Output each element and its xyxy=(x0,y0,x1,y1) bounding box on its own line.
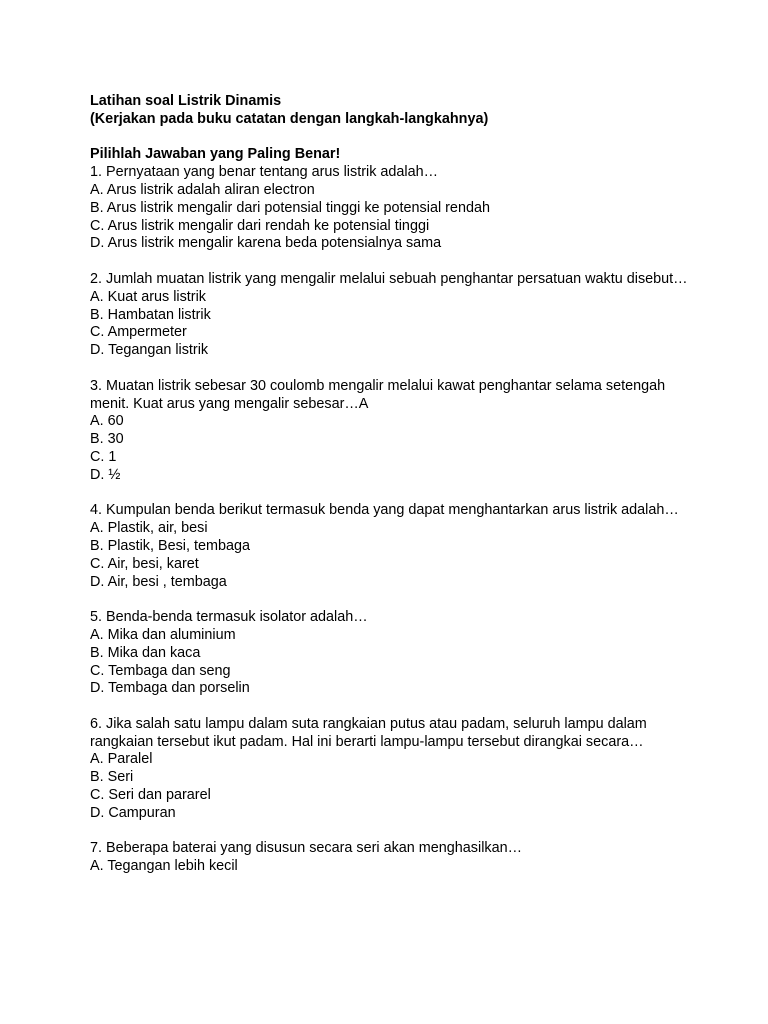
answer-option-c: C. 1 xyxy=(90,448,117,465)
question-list xyxy=(90,164,690,876)
question-text: 5. Benda-benda termasuk isolator adalah… xyxy=(90,609,368,626)
document-subtitle: (Kerjakan pada buku catatan dengan langkah-langkahnya) xyxy=(90,110,489,127)
document-title: Latihan soal Listrik Dinamis xyxy=(90,93,282,109)
question-text: 2. Jumlah muatan listrik yang mengalir melalui sebuah penghantar persatuan waktu disebut… xyxy=(90,270,688,287)
answer-option-c: C. Tembaga dan seng xyxy=(90,662,231,679)
answer-option-a: A. Tegangan lebih kecil xyxy=(90,858,238,875)
question-4 xyxy=(90,502,690,591)
document-header xyxy=(90,93,690,129)
answer-option-a: A. 60 xyxy=(90,413,124,430)
answer-option-b: B. Mika dan kaca xyxy=(90,644,201,661)
question-text: 3. Muatan listrik sebesar 30 coulomb mengalir melalui kawat penghantar selama setengah menit. Kuat arus yang mengalir sebesar…A xyxy=(90,377,666,412)
answer-option-d: D. Campuran xyxy=(90,804,176,821)
answer-option-d: D. ½ xyxy=(90,466,121,483)
answer-option-b: B. Arus listrik mengalir dari potensial tinggi ke potensial rendah xyxy=(90,199,490,216)
answer-option-c: C. Ampermeter xyxy=(90,324,187,341)
document-content xyxy=(90,93,690,894)
answer-option-c: C. Arus listrik mengalir dari rendah ke potensial tinggi xyxy=(90,217,430,234)
answer-option-c: C. Seri dan pararel xyxy=(90,787,211,804)
question-text: 6. Jika salah satu lampu dalam suta rangkaian putus atau padam, seluruh lampu dalam rangkaian tersebut ikut padam. Hal ini berarti lampu-lampu tersebut dirangkai secara… xyxy=(90,715,647,750)
answer-option-b: B. 30 xyxy=(90,431,124,448)
question-1 xyxy=(90,164,690,253)
answer-option-d: D. Air, besi , tembaga xyxy=(90,573,227,590)
question-5 xyxy=(90,609,690,698)
question-text: 7. Beberapa baterai yang disusun secara seri akan menghasilkan… xyxy=(90,840,522,857)
answer-option-a: A. Paralel xyxy=(90,751,153,768)
instruction-text: Pilihlah Jawaban yang Paling Benar! xyxy=(90,146,341,163)
question-6 xyxy=(90,716,690,823)
answer-option-b: B. Seri xyxy=(90,769,134,786)
answer-option-c: C. Air, besi, karet xyxy=(90,555,199,572)
answer-option-a: A. Kuat arus listrik xyxy=(90,288,206,305)
answer-option-d: D. Tembaga dan porselin xyxy=(90,680,250,697)
answer-option-a: A. Mika dan aluminium xyxy=(90,626,236,643)
answer-option-a: A. Arus listrik adalah aliran electron xyxy=(90,181,315,198)
answer-option-b: B. Plastik, Besi, tembaga xyxy=(90,537,250,554)
answer-option-b: B. Hambatan listrik xyxy=(90,306,211,323)
answer-option-d: D. Tegangan listrik xyxy=(90,342,209,359)
question-2 xyxy=(90,271,690,360)
question-7 xyxy=(90,840,690,876)
answer-option-d: D. Arus listrik mengalir karena beda potensialnya sama xyxy=(90,235,442,252)
answer-option-a: A. Plastik, air, besi xyxy=(90,520,208,537)
question-text: 1. Pernyataan yang benar tentang arus listrik adalah… xyxy=(90,164,438,181)
question-3 xyxy=(90,378,690,485)
question-text: 4. Kumpulan benda berikut termasuk benda yang dapat menghantarkan arus listrik adalah… xyxy=(90,502,679,519)
